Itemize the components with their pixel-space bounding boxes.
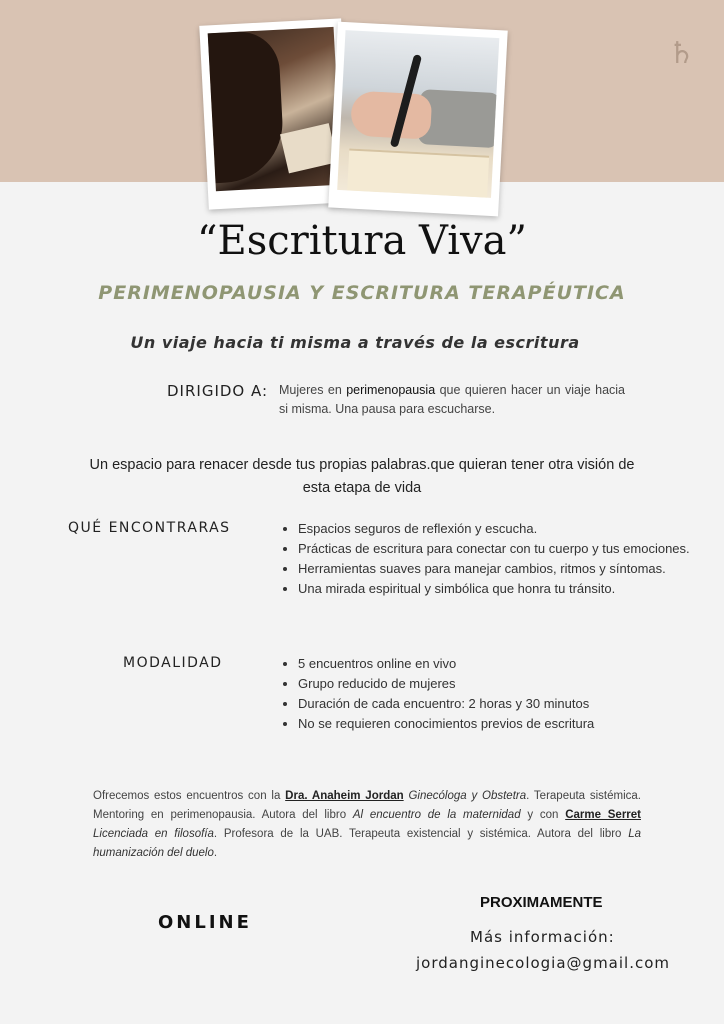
- page-subtitle: PERIMENOPAUSIA Y ESCRITURA TERAPÉUTICA: [98, 282, 626, 304]
- space-statement: Un espacio para renacer desde tus propias palabras.que quieran tener otra visión de esta etapa de vida: [89, 457, 635, 496]
- notebook-shape: [347, 148, 489, 197]
- bio-role: Ginecóloga y Obstetra: [403, 790, 527, 802]
- modalidad-list: [280, 654, 678, 734]
- bio-text: . Terapeuta sistémica. Mentoring en perimenopausia. Autora del libro: [93, 790, 642, 821]
- bio-book: La humanización del duelo: [93, 828, 641, 859]
- bio-text: y con: [520, 809, 566, 821]
- list-item: • 5 encuentros online en vivo: [298, 654, 678, 674]
- bio-name: Carme Serret: [565, 809, 641, 821]
- list-item: • Prácticas de escritura para conectar con tu cuerpo y tus emociones.: [298, 539, 698, 559]
- proximamente-label: PROXIMAMENTE: [480, 894, 603, 911]
- bio-paragraph: [93, 787, 641, 863]
- dirigido-label: DIRIGIDO A:: [167, 382, 269, 400]
- bio-text: . Profesora de la UAB. Terapeuta existencial y sistémica. Autora del libro: [213, 828, 629, 840]
- paper-shape: [280, 123, 338, 173]
- page-title: “Escritura Viva”: [197, 218, 527, 264]
- bio-name: Dra. Anaheim Jordan: [285, 790, 404, 802]
- list-item: • Herramientas suaves para manejar cambios, ritmos y síntomas.: [298, 559, 698, 579]
- list-item: • No se requieren conocimientos previos de escritura: [298, 714, 678, 734]
- list-item: • Espacios seguros de reflexión y escucha.: [298, 519, 698, 539]
- encontraras-label: QUÉ ENCONTRARAS: [68, 520, 231, 536]
- hand-writing-notebook-photo: [328, 22, 508, 217]
- list-item: • Duración de cada encuentro: 2 horas y 30 minutos: [298, 694, 678, 714]
- bio-book: Al encuentro de la maternidad: [352, 809, 521, 821]
- dirigido-text-part: Mujeres en: [279, 383, 347, 397]
- bio-role: Licenciada en filosofía: [93, 828, 214, 840]
- encontraras-list: [280, 519, 698, 599]
- hand-shape: [350, 91, 432, 140]
- writing-at-desk-photo: [199, 18, 350, 209]
- saturn-symbol-icon: ♄: [668, 36, 695, 71]
- contact-email[interactable]: jordanginecologia@gmail.com: [416, 954, 671, 972]
- dirigido-text-bold: perimenopausia: [346, 383, 436, 397]
- dirigido-text: [279, 381, 625, 419]
- list-item: • Una mirada espiritual y simbólica que honra tu tránsito.: [298, 579, 698, 599]
- dirigido-text-part: que quieren hacer un viaje hacia si misma. Una pausa para escucharse.: [279, 383, 625, 416]
- tagline: Un viaje hacia ti misma a través de la escritura: [130, 333, 580, 352]
- more-info-label: Más información:: [470, 928, 615, 946]
- modalidad-label: MODALIDAD: [123, 655, 223, 671]
- online-label: ONLINE: [158, 912, 252, 933]
- hair-shape: [208, 30, 286, 183]
- bio-text: .: [213, 847, 218, 859]
- bio-text: Ofrecemos estos encuentros con la: [93, 790, 286, 802]
- list-item: • Grupo reducido de mujeres: [298, 674, 678, 694]
